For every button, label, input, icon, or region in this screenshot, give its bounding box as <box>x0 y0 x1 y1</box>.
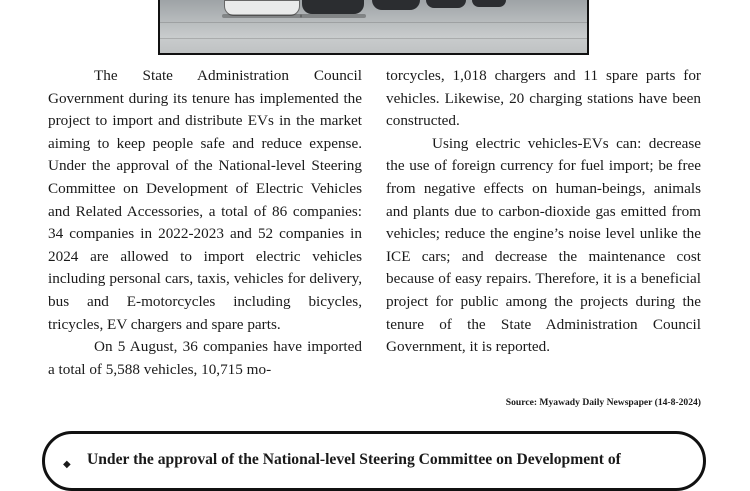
car <box>302 0 364 14</box>
article-paragraph: Using electric vehicles-EVs can: decrease the use of foreign currency for fuel import; be free from negative effects on human-beings, animals and plants due to carbon-dioxide gas emitted from vehicles; reduce the engine’s noise level unlike the ICE cars; and decrease the maintenance cost because of easy repairs. Therefore, it is a beneficial project for public among the projects during the tenure of the State Administration Council Government, it is reported. <box>386 134 701 356</box>
pavement-seam <box>160 22 589 23</box>
article-left-column <box>48 65 362 381</box>
car-shadow <box>300 14 366 18</box>
pavement-seam <box>160 38 589 39</box>
article-right-column <box>386 65 701 359</box>
car <box>472 0 506 7</box>
article-paragraph: The State Administration Council Government during its tenure has implemented the project to import and distribute EVs in the market aiming to keep people safe and reduce expense. Under the approval of the National-level Steering Committee on Development of Electric Vehicles and Related Accessories, a total of 86 companies: 34 companies in 2022-2023 and 52 companies in 2024 are allowed to import electric vehicles including personal cars, taxis, vehicles for delivery, bus and E-motorcycles including bicycles, tricycles, EV chargers and spare parts. <box>48 67 362 333</box>
car-shadow <box>222 14 302 18</box>
article-paragraph: On 5 August, 36 companies have imported a total of 5,588 vehicles, 10,715 mo- <box>48 338 362 378</box>
car <box>426 0 466 8</box>
callout-text: Under the approval of the National-level Steering Committee on Development of <box>87 451 621 468</box>
source-credit: Source: Myawady Daily Newspaper (14-8-2024) <box>505 397 701 408</box>
diamond-bullet-icon: ◆ <box>63 459 71 470</box>
car <box>372 0 420 10</box>
parked-cars-photo <box>158 0 589 55</box>
article-paragraph-continued: torcycles, 1,018 chargers and 11 spare parts for vehicles. Likewise, 20 charging stations have been constructed. <box>386 67 701 130</box>
callout-box <box>42 431 706 491</box>
